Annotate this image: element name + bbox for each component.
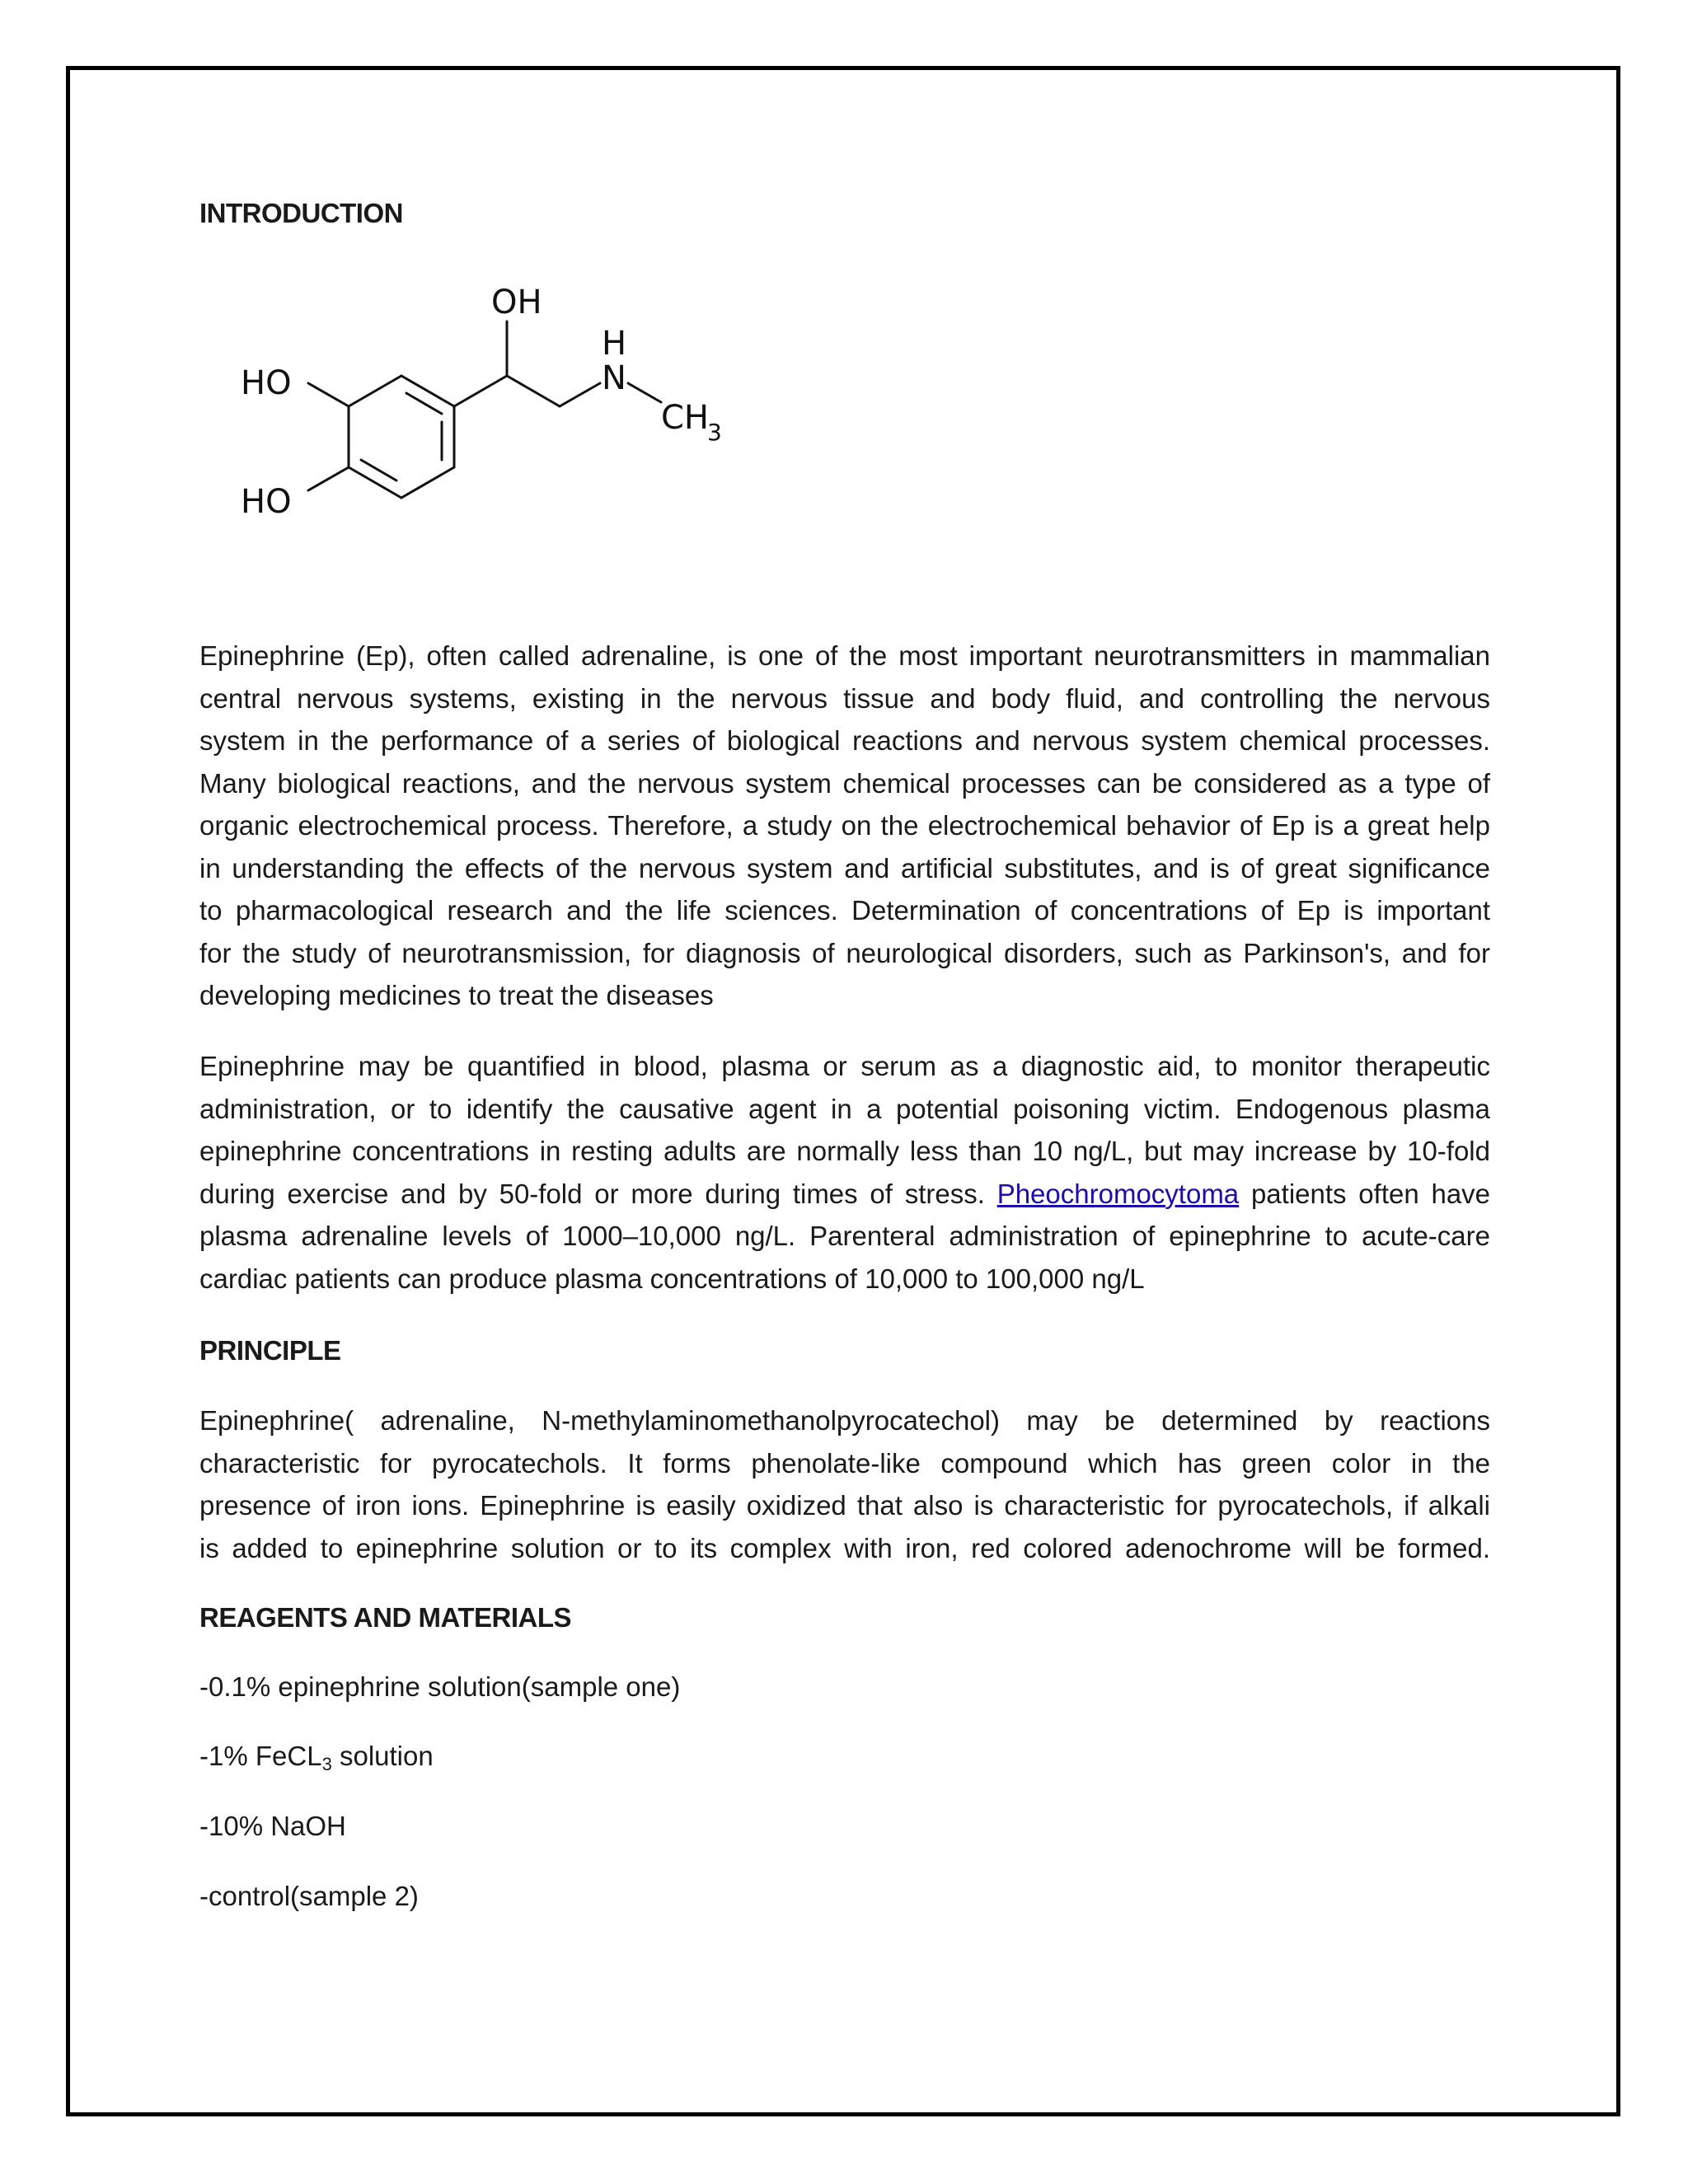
ring-bond bbox=[401, 467, 454, 498]
n-methyl-bond bbox=[628, 383, 661, 402]
reagent-text: -1% FeCL bbox=[199, 1741, 322, 1771]
text-line: presence of iron ions. Epinephrine is easily oxidized that also is characteristic for pyrocatechols, if alkali bbox=[199, 1490, 1490, 1521]
ho-bond-lower bbox=[308, 467, 349, 490]
reagent-text: solution bbox=[331, 1741, 434, 1771]
subscript-3-label: 3 bbox=[707, 419, 722, 446]
text-line: is added to epinephrine solution or to its complex with iron, red colored adenochrome will be formed. bbox=[199, 1532, 1490, 1563]
text-line: administration, or to identify the causative agent in a potential poisoning victim. Endogenous plasma bbox=[199, 1093, 1490, 1124]
ring-bond bbox=[349, 376, 401, 406]
principle-paragraph bbox=[199, 1399, 1490, 1569]
chain-bond bbox=[560, 383, 600, 406]
text-segment: during exercise and by 50-fold or more during times of stress. bbox=[199, 1178, 985, 1209]
oh-label: OH bbox=[491, 284, 542, 321]
n-label: N bbox=[602, 359, 626, 397]
ho-bond-upper bbox=[308, 383, 349, 406]
text-line: plasma adrenaline levels of 1000–10,000 ng/L. Parenteral administration of epinephrine to acute-care bbox=[199, 1221, 1490, 1251]
text-segment: patients often have bbox=[1250, 1178, 1491, 1209]
ring-bond bbox=[401, 376, 454, 406]
chain-bond bbox=[507, 376, 560, 406]
text-line: Epinephrine( adrenaline, N-methylaminomethanolpyrocatechol) may be determined by reactions bbox=[199, 1405, 1490, 1436]
intro-paragraph-2 bbox=[199, 1045, 1490, 1300]
ho-lower-label: HO bbox=[241, 483, 292, 521]
h-label: H bbox=[602, 325, 627, 363]
reagent-item: -0.1% epinephrine solution(sample one) bbox=[199, 1671, 681, 1702]
ch-label: CH bbox=[661, 399, 710, 437]
text-line: central nervous systems, existing in the nervous tissue and body fluid, and controlling the nervous bbox=[199, 682, 1490, 714]
text-line: Epinephrine (Ep), often called adrenaline, is one of the most important neurotransmitters in mammalian bbox=[199, 640, 1490, 671]
reagent-item: -10% NaOH bbox=[199, 1811, 346, 1841]
text-line: developing medicines to treat the diseases bbox=[199, 980, 714, 1010]
reagent-item bbox=[199, 1741, 434, 1772]
text-line: for the study of neurotransmission, for diagnosis of neurological disorders, such as Parkinson's, and for bbox=[199, 937, 1490, 968]
reagent-item: -control(sample 2) bbox=[199, 1881, 419, 1911]
text-line: Epinephrine may be quantified in blood, plasma or serum as a diagnostic aid, to monitor therapeutic bbox=[199, 1051, 1490, 1081]
reagent-subscript: 3 bbox=[321, 1754, 332, 1774]
text-line: epinephrine concentrations in resting adults are normally less than 10 ng/L, but may increase by 10-fold bbox=[199, 1136, 1490, 1166]
principle-heading: PRINCIPLE bbox=[199, 1335, 341, 1366]
text-line: characteristic for pyrocatechols. It forms phenolate-like compound which has green color in the bbox=[199, 1447, 1490, 1479]
chain-bond bbox=[454, 376, 507, 406]
text-line-with-link bbox=[199, 1173, 1490, 1216]
text-line: Many biological reactions, and the nervous system chemical processes can be considered as a type of bbox=[199, 767, 1490, 799]
text-line: to pharmacological research and the life sciences. Determination of concentrations of Ep is important bbox=[199, 895, 1490, 926]
ring-bond bbox=[349, 467, 401, 498]
text-line: cardiac patients can produce plasma concentrations of 10,000 to 100,000 ng/L bbox=[199, 1263, 1145, 1294]
reagents-heading: REAGENTS AND MATERIALS bbox=[199, 1602, 571, 1633]
text-line: organic electrochemical process. Therefore, a study on the electrochemical behavior of Ep is a great help bbox=[199, 810, 1490, 841]
text-line: in understanding the effects of the nervous system and artificial substitutes, and is of great significance bbox=[199, 852, 1490, 883]
epinephrine-structure-diagram bbox=[216, 272, 809, 569]
text-line: system in the performance of a series of biological reactions and nervous system chemical processes. bbox=[199, 725, 1490, 756]
pheochromocytoma-link[interactable]: Pheochromocytoma bbox=[996, 1178, 1240, 1209]
ho-upper-label: HO bbox=[241, 364, 292, 402]
introduction-heading: INTRODUCTION bbox=[199, 198, 403, 228]
intro-paragraph-1 bbox=[199, 635, 1490, 1017]
